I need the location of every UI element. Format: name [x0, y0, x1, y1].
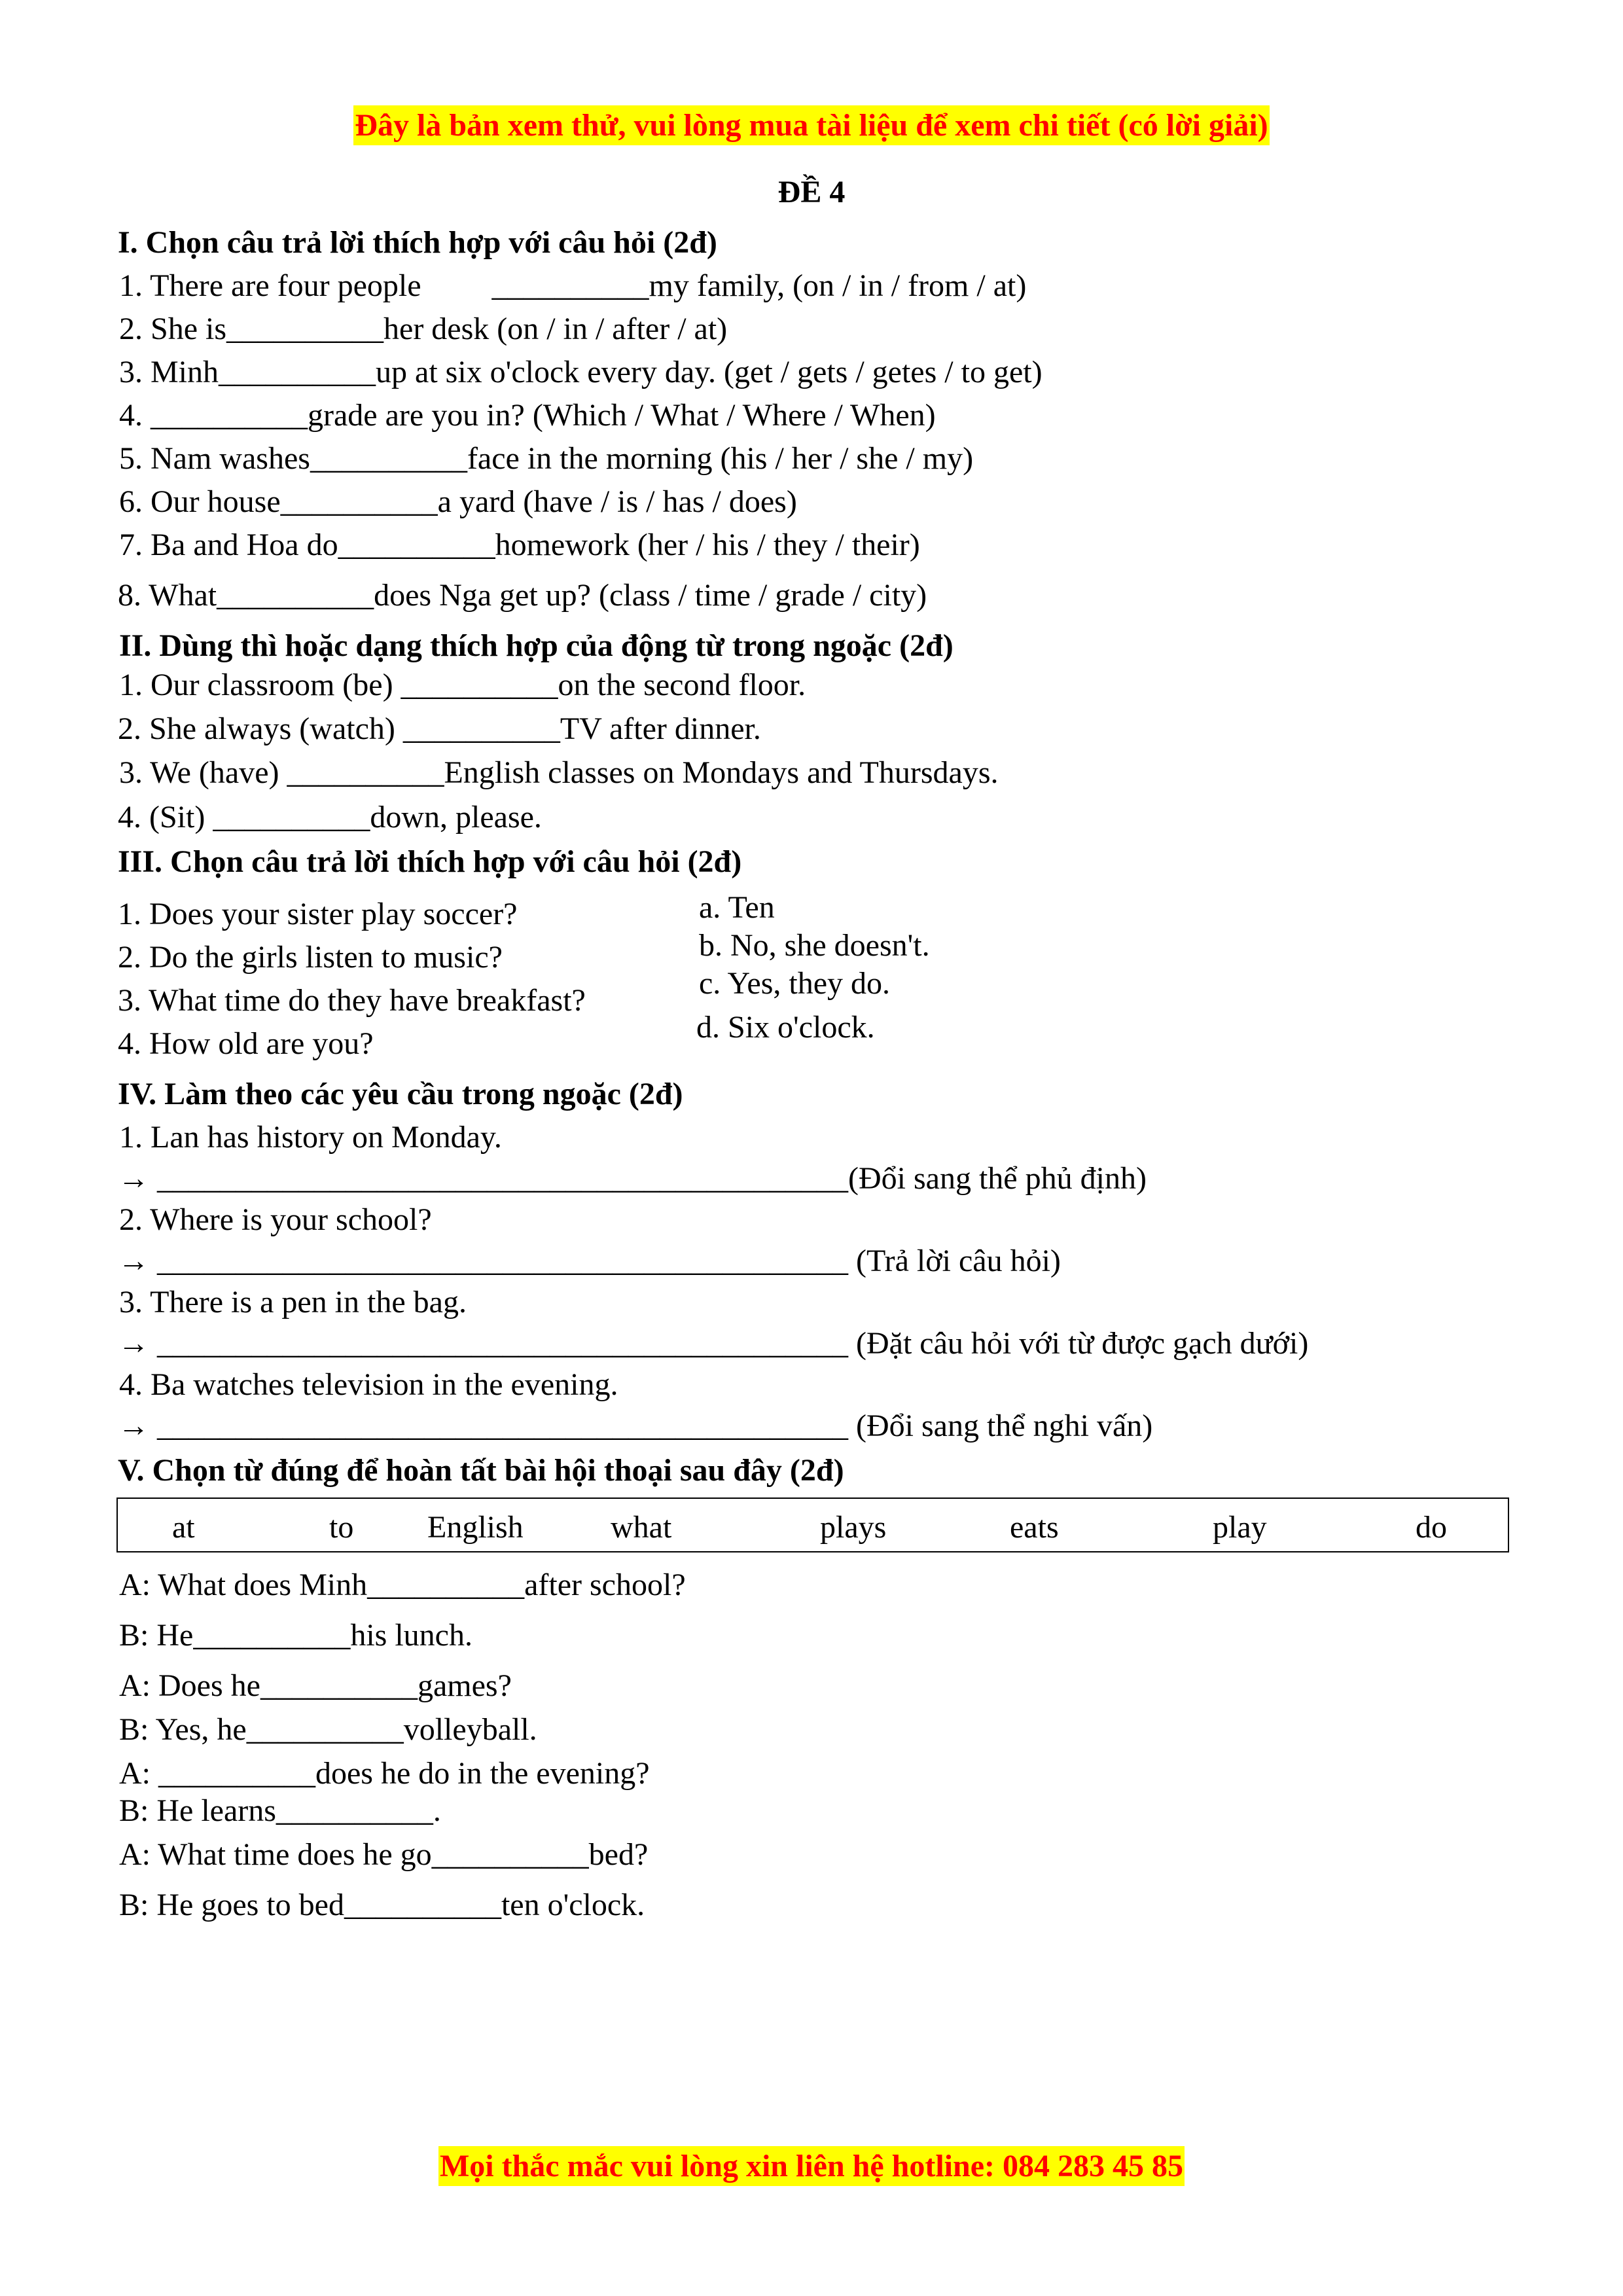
section-3-answer: d. Six o'clock.: [696, 1010, 875, 1045]
section-2-item: 1. Our classroom (be) __________on the second floor.: [119, 668, 806, 702]
section-4-sentence: 1. Lan has history on Monday.: [119, 1120, 502, 1155]
section-1-heading: I. Chọn câu trả lời thích hợp với câu hỏi (2đ): [118, 225, 717, 260]
section-4-sentence: 4. Ba watches television in the evening.: [119, 1367, 618, 1402]
section-3-question: 4. How old are you?: [118, 1026, 374, 1061]
section-1-item: 6. Our house__________a yard (have / is / has / does): [119, 484, 797, 519]
section-4-answer-line: → ____________________________________________(Đổi sang thể phủ định): [118, 1161, 1147, 1196]
word-bank-item: what: [611, 1510, 672, 1545]
section-2-heading: II. Dùng thì hoặc dạng thích hợp của động từ trong ngoặc (2đ): [119, 628, 954, 663]
section-3-question: 3. What time do they have breakfast?: [118, 983, 586, 1018]
dialogue-line: A: What does Minh__________after school?: [119, 1568, 686, 1602]
section-3-answer: c. Yes, they do.: [699, 966, 891, 1001]
dialogue-line: B: He goes to bed__________ten o'clock.: [119, 1888, 645, 1922]
section-4-heading: IV. Làm theo các yêu cầu trong ngoặc (2đ): [118, 1077, 683, 1111]
word-bank-item: English: [427, 1510, 524, 1545]
section-1-item: 3. Minh__________up at six o'clock every day. (get / gets / getes / to get): [119, 355, 1043, 389]
section-3-heading: III. Chọn câu trả lời thích hợp với câu hỏi (2đ): [118, 844, 742, 879]
word-bank-item: do: [1416, 1510, 1447, 1545]
section-4-answer-line: → ____________________________________________ (Đổi sang thể nghi vấn): [118, 1408, 1153, 1443]
section-3-answer: a. Ten: [699, 890, 775, 925]
section-1-item: 7. Ba and Hoa do__________homework (her / his / they / their): [119, 528, 920, 562]
dialogue-line: B: He learns__________.: [119, 1793, 441, 1828]
section-1-item: 4. __________grade are you in? (Which / What / Where / When): [119, 398, 936, 433]
footer-hotline-text: Mọi thắc mắc vui lòng xin liên hệ hotline: 084 283 45 85: [438, 2146, 1185, 2186]
word-bank-item: play: [1213, 1510, 1267, 1545]
section-2-item: 4. (Sit) __________down, please.: [118, 800, 542, 834]
section-3-answer: b. No, she doesn't.: [699, 928, 930, 963]
section-3-question: 1. Does your sister play soccer?: [118, 897, 518, 931]
footer-hotline-banner: [0, 2151, 1623, 2182]
dialogue-line: B: Yes, he__________volleyball.: [119, 1712, 537, 1747]
section-4-answer-line: → ____________________________________________ (Đặt câu hỏi với từ được gạch dưới): [118, 1326, 1309, 1361]
word-bank-item: plays: [820, 1510, 887, 1545]
section-3-question: 2. Do the girls listen to music?: [118, 940, 503, 975]
dialogue-line: B: He__________his lunch.: [119, 1618, 473, 1653]
word-bank-item: eats: [1010, 1510, 1059, 1545]
preview-notice-banner: [0, 110, 1623, 141]
word-bank-box: [116, 1498, 1509, 1552]
section-1-item: 1. There are four people __________my family, (on / in / from / at): [119, 268, 1027, 303]
section-5-heading: V. Chọn từ đúng để hoàn tất bài hội thoại sau đây (2đ): [118, 1453, 844, 1488]
section-1-item: 8. What__________does Nga get up? (class / time / grade / city): [118, 578, 927, 613]
exam-title: ĐỀ 4: [777, 175, 846, 209]
word-bank-item: to: [329, 1510, 354, 1545]
word-bank-item: at: [172, 1510, 195, 1545]
section-4-sentence: 3. There is a pen in the bag.: [119, 1285, 467, 1319]
preview-notice-text: Đây là bản xem thử, vui lòng mua tài liệu để xem chi tiết (có lời giải): [353, 105, 1269, 145]
dialogue-line: A: Does he__________games?: [119, 1668, 512, 1703]
dialogue-line: A: What time does he go__________bed?: [119, 1837, 649, 1872]
dialogue-line: A: __________does he do in the evening?: [119, 1756, 650, 1791]
section-1-item: 2. She is__________her desk (on / in / after / at): [119, 312, 728, 346]
section-2-item: 2. She always (watch) __________TV after dinner.: [118, 711, 761, 746]
section-2-item: 3. We (have) __________English classes on Mondays and Thursdays.: [119, 755, 999, 790]
section-4-sentence: 2. Where is your school?: [119, 1202, 432, 1237]
section-4-answer-line: → ____________________________________________ (Trả lời câu hỏi): [118, 1244, 1061, 1278]
section-1-item: 5. Nam washes__________face in the morning (his / her / she / my): [119, 441, 974, 476]
